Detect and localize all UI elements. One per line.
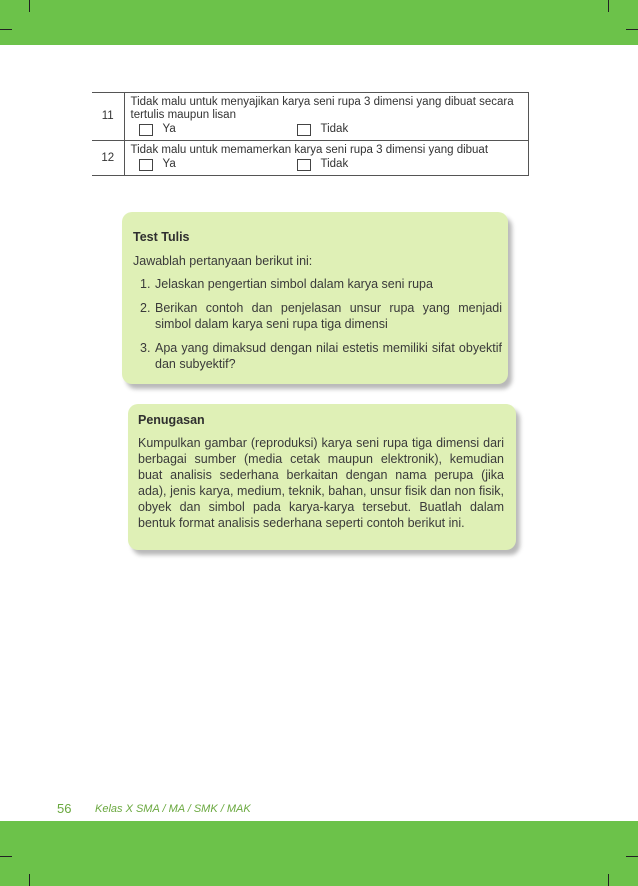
option-no-label: Tidak	[320, 158, 349, 170]
checkbox-yes[interactable]	[139, 124, 153, 136]
question-number: 3.	[140, 341, 151, 355]
option-yes[interactable]	[131, 123, 297, 136]
checkbox-yes[interactable]	[139, 159, 153, 171]
question-text: Apa yang dimaksud dengan nilai estetis memiliki sifat obyektif dan subyektif?	[155, 341, 502, 371]
test-tulis-title: Test Tulis	[133, 230, 190, 244]
list-item	[140, 276, 502, 292]
table-row	[92, 93, 529, 141]
crop-mark	[626, 29, 638, 30]
penugasan-card	[128, 404, 516, 550]
table-row	[92, 141, 529, 176]
row-options	[131, 158, 525, 171]
question-number: 2.	[140, 301, 151, 315]
row-number: 11	[92, 93, 124, 141]
footer-band	[0, 821, 638, 886]
option-yes[interactable]	[131, 158, 297, 171]
option-no[interactable]	[297, 123, 349, 136]
checkbox-no[interactable]	[297, 124, 311, 136]
row-number: 12	[92, 141, 124, 176]
header-band	[0, 0, 638, 45]
option-yes-label: Ya	[162, 123, 176, 135]
crop-mark	[0, 29, 12, 30]
test-tulis-card	[122, 212, 508, 384]
row-cell	[124, 93, 529, 141]
crop-mark	[0, 856, 12, 857]
crop-mark	[608, 0, 609, 12]
attitude-table	[92, 92, 529, 176]
list-item	[140, 300, 502, 332]
page-number: 56	[57, 801, 72, 816]
row-statement: Tidak malu untuk memamerkan karya seni rupa 3 dimensi yang dibuat	[130, 144, 489, 156]
question-list	[140, 276, 502, 380]
option-no-label: Tidak	[320, 123, 349, 135]
row-options	[131, 123, 525, 136]
question-number: 1.	[140, 277, 151, 291]
list-item	[140, 340, 502, 372]
crop-mark	[29, 874, 30, 886]
crop-mark	[608, 874, 609, 886]
option-no[interactable]	[297, 158, 349, 171]
penugasan-body: Kumpulkan gambar (reproduksi) karya seni rupa tiga dimensi dari berbagai sumber (media cetak maupun elektronik), kemudian buat analisis sederhana berkaitan dengan nama perupa (jika ada), jenis karya, medium, teknik, bahan, unsur fisik dan non fisik, obyek dan simbol pada karya-karya tersebut. Buatlah dalam bentuk format analisis sederhana seperti contoh berikut ini.	[138, 436, 504, 530]
crop-mark	[626, 856, 638, 857]
checkbox-no[interactable]	[297, 159, 311, 171]
option-yes-label: Ya	[162, 158, 176, 170]
question-text: Berikan contoh dan penjelasan unsur rupa yang menjadi simbol dalam karya seni rupa tiga dimensi	[155, 301, 502, 331]
book-title: Kelas X SMA / MA / SMK / MAK	[95, 803, 251, 815]
question-text: Jelaskan pengertian simbol dalam karya seni rupa	[155, 277, 433, 291]
row-statement: Tidak malu untuk menyajikan karya seni rupa 3 dimensi yang dibuat secara tertulis maupun lisan	[130, 96, 514, 121]
crop-mark	[29, 0, 30, 12]
penugasan-title: Penugasan	[138, 413, 205, 427]
test-tulis-intro: Jawablah pertanyaan berikut ini:	[133, 254, 313, 268]
row-cell	[124, 141, 529, 176]
